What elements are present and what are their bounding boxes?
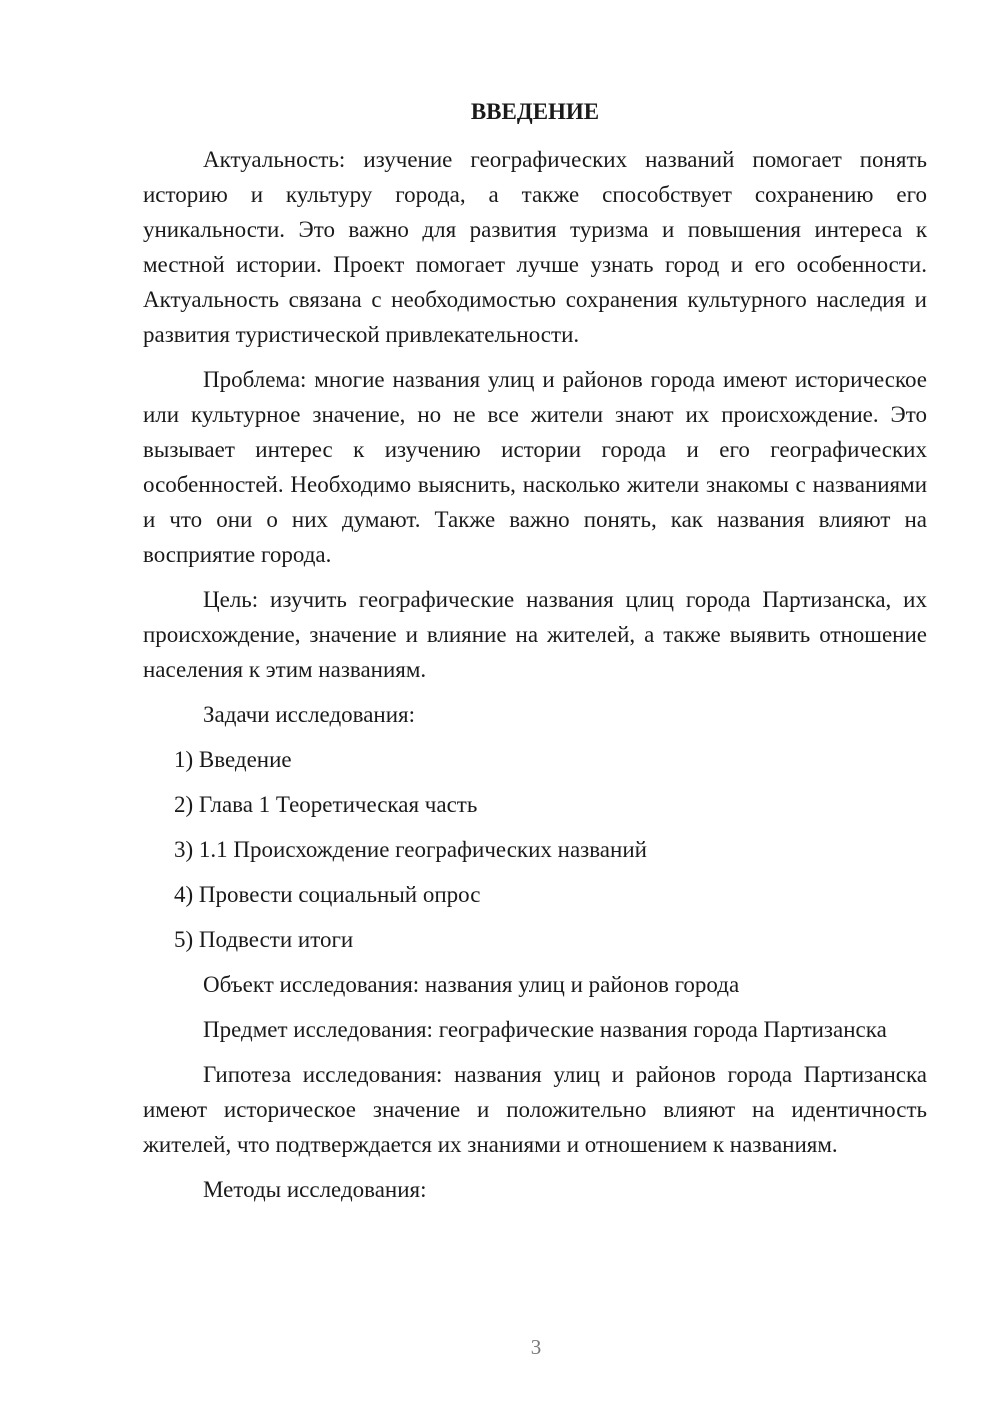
list-item: 2) Глава 1 Теоретическая часть <box>174 792 478 817</box>
page-number: 3 <box>530 1335 542 1359</box>
paragraph-problem: Проблема: многие названия улиц и районов города имеют историческое или культурное значение, но не все жители знают их происхождение. Это вызывает интерес к изучению истории города и его географических особенностей. Необходимо выяснить, насколько жители знакомы с названиями и что они о них думают. Также важно понять, как названия влияют на восприятие города. <box>143 367 927 567</box>
list-item: 4) Провести социальный опрос <box>174 882 481 907</box>
list-item: 1) Введение <box>174 747 292 772</box>
paragraph-tasks-title: Задачи исследования: <box>203 702 416 727</box>
page-content <box>143 94 927 1217</box>
paragraph-hypothesis: Гипотеза исследования: названия улиц и районов города Партизанска имеют историческое значение и положительно влияют на идентичность жителей, что подтверждается их знаниями и отношением к названиям. <box>143 1062 927 1157</box>
paragraph-object: Объект исследования: названия улиц и районов города <box>203 972 740 997</box>
tasks-list <box>143 742 927 957</box>
list-item: 5) Подвести итоги <box>174 927 354 952</box>
paragraph-subject: Предмет исследования: географические названия города Партизанска <box>203 1017 887 1042</box>
section-heading: ВВЕДЕНИЕ <box>470 99 600 124</box>
paragraph-actuality: Актуальность: изучение географических названий помогает понять историю и культуру города, а также способствует сохранению его уникальности. Это важно для развития туризма и повышения интереса к местной истории. Проект помогает лучше узнать город и его особенности. Актуальность связана с необходимостью сохранения культурного наследия и развития туристической привлекательности. <box>143 147 927 347</box>
list-item: 3) 1.1 Происхождение географических названий <box>174 837 647 862</box>
paragraph-goal: Цель: изучить географические названия цлиц города Партизанска, их происхождение, значение и влияние на жителей, а также выявить отношение населения к этим названиям. <box>143 587 927 682</box>
paragraph-methods: Методы исследования: <box>203 1177 427 1202</box>
